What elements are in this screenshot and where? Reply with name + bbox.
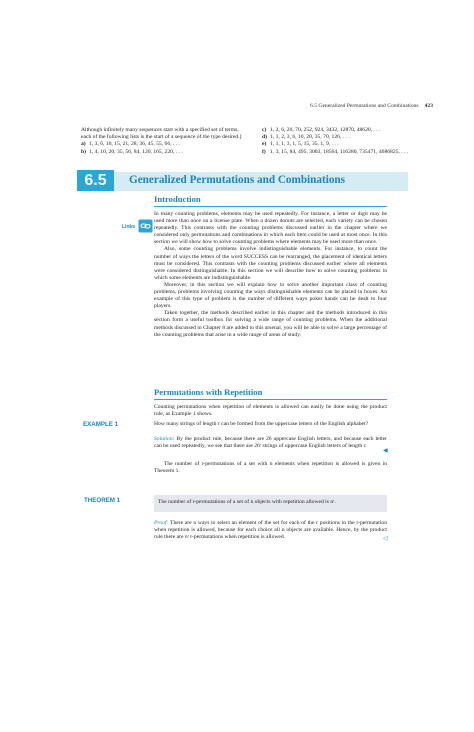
theorem-text: The number of r-permutations of a set of n objects with repetition allowed is nʳ. bbox=[158, 499, 336, 505]
section-number: 6.5 bbox=[77, 170, 114, 191]
introduction-heading: Introduction bbox=[154, 194, 201, 204]
heading-rule bbox=[154, 206, 387, 207]
exercise-item: a) 1, 3, 6, 10, 15, 21, 28, 36, 45, 55, 66, . . . bbox=[81, 141, 180, 148]
solution-text: By the product rule, because there are 26 uppercase English letters, and because each letter can be used repeatedly, we see that there are 26ʳ strings of uppercase English letters of length r. bbox=[154, 436, 387, 450]
permutations-heading: Permutations with Repetition bbox=[154, 387, 263, 397]
end-of-proof-marker: ◁ bbox=[383, 536, 388, 542]
proof-text: There are n ways to select an element of the set for each of the r positions in the r-permutation when repetition is allowed, because for each choice all n objects are available. Hence, by the product rule there are nʳ r-permutations when repetition is allowed. bbox=[154, 520, 387, 541]
running-header bbox=[255, 103, 433, 109]
paragraph: Also, some counting problems involve indistinguishable elements. For instance, to count the number of ways the letters of the word SUCCESS can be rearranged, the placement of identical letters must be considered. This contrasts with the counting problems discussed earlier where all elements were considered distinguishable. In this section we will describe how to solve counting problems in which some elements are indistinguishable. bbox=[154, 246, 387, 281]
permutations-lead: Counting permutations when repetition of elements is allowed can easily be done using the product rule, as Example 1 shows. bbox=[154, 404, 387, 418]
bridge-text: The number of r-permutations of a set with n elements when repetition is allowed is given in Theorem 1. bbox=[154, 461, 387, 475]
links-label[interactable]: Links bbox=[122, 224, 136, 230]
exercise-right-column bbox=[262, 127, 444, 156]
paragraph: Moreover, in this section we will explain how to solve another important class of counting problems, problems involving counting the ways distinguishable elements can be placed in boxes. An example of this type of problem is the number of different ways poker hands can be dealt to four players. bbox=[154, 281, 387, 310]
proof-label: Proof: bbox=[154, 520, 169, 526]
theorem-label: THEOREM 1 bbox=[84, 497, 121, 504]
exercise-intro: Although infinitely many sequences start with a specified set of terms, each of the following lists is the start of a sequence of the type desired.] bbox=[81, 127, 242, 141]
exercise-item: c) 1, 2, 6, 20, 70, 252, 924, 3432, 12870, 48620, . . . bbox=[262, 127, 381, 133]
example-text: How many strings of length r can be formed from the uppercase letters of the English alphabet? bbox=[154, 421, 369, 427]
links-icon[interactable] bbox=[138, 219, 153, 233]
proof-block bbox=[154, 520, 387, 541]
exercise-left-column bbox=[81, 127, 247, 156]
heading-rule bbox=[154, 399, 387, 400]
paragraph: In many counting problems, elements may be used repeatedly. For instance, a letter or digit may be used more than once on a license plate. When a dozen donuts are selected, each variety can be chosen repeatedly. This contrasts with the counting problems discussed earlier in the chapter where we considered only permutations and combinations in which each item could be used at most once. In this section we will show how to solve counting problems where elements may be used more than once. bbox=[154, 211, 387, 246]
paragraph: Taken together, the methods described earlier in this chapter and the methods introduced in this section form a useful toolbox for solving a wide range of counting problems. When the additional methods discussed in Chapter 8 are added to this arsenal, you will be able to solve a large percentage of the counting problems that arise in a wide range of areas of study. bbox=[154, 310, 387, 338]
section-title: Generalized Permutations and Combinations bbox=[129, 174, 345, 186]
exercise-item: b) 1, 4, 10, 20, 35, 56, 84, 120, 165, 220, . . . bbox=[81, 148, 183, 155]
exercise-item: f) 1, 3, 15, 84, 495, 3003, 18564, 116280, 735471, 4686825, . . . bbox=[262, 148, 409, 155]
page-number: 423 bbox=[424, 103, 433, 109]
example-label: EXAMPLE 1 bbox=[83, 421, 119, 428]
end-of-example-marker: ◀ bbox=[383, 448, 388, 454]
introduction-body bbox=[154, 211, 387, 339]
solution-label: Solution: bbox=[154, 436, 175, 442]
running-title: 6.5 Generalized Permutations and Combinations bbox=[310, 103, 419, 109]
solution-block bbox=[154, 436, 387, 450]
exercise-item: e) 1, 1, 1, 3, 1, 5, 15, 35, 1, 9, . . . bbox=[262, 141, 339, 148]
exercise-item: d) 1, 1, 2, 3, 6, 10, 20, 35, 70, 126, . . . bbox=[262, 134, 350, 141]
